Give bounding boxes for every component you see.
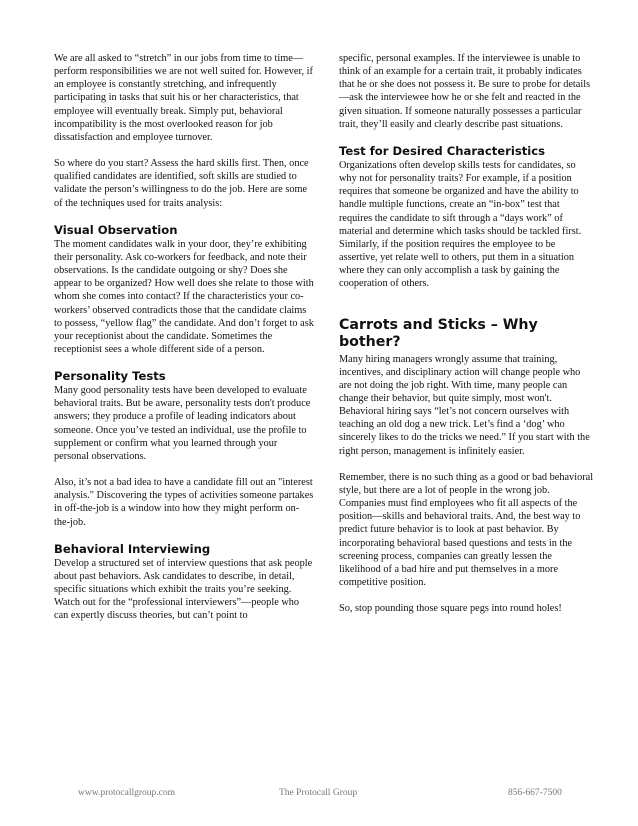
behavioral-interviewing-paragraph: Develop a structured set of interview questions that ask people about past behaviors. Ask candidates to describe, in detail, specific situations which exhibit the traits you’re seeking. Watch out for the “professional interviewers”—people who can expertly discuss theories, but can’t point to xyxy=(54,557,313,622)
personality-tests-paragraph-2: Also, it’s not a bad idea to have a candidate fill out an "interest analysis." Discovering the types of activities someone partakes in off-the-job is a window into how they might perform on-the-job. xyxy=(54,477,314,528)
carrots-sticks-paragraph-3: So, stop pounding those square pegs into round holes! xyxy=(339,603,562,615)
visual-observation-heading: Visual Observation xyxy=(54,222,178,237)
test-characteristics-heading: Test for Desired Characteristics xyxy=(339,143,546,158)
carrots-sticks-paragraph-2: Remember, there is no such thing as a good or bad behavioral style, but there are a lot of people in the wrong job. Companies must find employees who fit all aspects of the position—skills and behavioral traits. And, the best way to predict future behavior is to look at past behavior. By incorporating behavioral based questions and tests in the screening process, companies can greatly lessen the likelihood of a bad hire and put themselves in a more competitive position. xyxy=(339,471,594,588)
behavioral-interviewing-heading: Behavioral Interviewing xyxy=(54,541,211,556)
test-characteristics-paragraph: Organizations often develop skills tests for candidates, so why not for personality traits? For example, if a position requires that someone be organized and have the ability to handle multiple functions, create an “in-box” test that requires the candidate to sift through a “days work” of material and determine which tasks should be tackled first. Similarly, if the position requires the employee to be assertive, yet relate well to others, put them in a situation where they can only accomplish a task by gaining the cooperation of others. xyxy=(339,159,582,290)
intro-paragraph-2: So where do you start? Assess the hard skills first. Then, once qualified candidates are identified, soft skills are studied to validate the person’s willingness to do the job. Here are some of the techniques used for traits analysis: xyxy=(54,158,309,209)
personality-tests-heading: Personality Tests xyxy=(54,369,166,384)
intro-paragraph-1: We are all asked to “stretch” in our jobs from time to time—perform responsibilities we are not well suited for. However, if an employee is constantly stretching, and infrequently participating in tasks that suit his or her characteristics, that employee will eventually break. Simply put, behavioral incompatibility is the most overlooked reason for job dissatisfaction and employee turnover. xyxy=(54,53,313,143)
right-column xyxy=(339,52,595,615)
left-column xyxy=(54,52,314,622)
footer-website: www.protocallgroup.com xyxy=(78,788,175,798)
carrots-sticks-paragraph-1: Many hiring managers wrongly assume that training, incentives, and disciplinary action will change people who are not doing the job right. With time, many people can change their behavior, but quite simply, most won't. Behavioral hiring says “let’s not concern ourselves with teaching an old dog a new trick. Let’s find a ‘dog’ who sincerely likes to do the tricks we need.” If you start with the right person, management is infinitely easier. xyxy=(339,353,590,457)
visual-observation-paragraph: The moment candidates walk in your door, they’re exhibiting their personality. Ask co-workers for feedback, and note their observations. Is the candidate outgoing or shy? Does she appear to be organized? How well does she relate to those with whom she comes into contact? If the characteristics your co-workers’ observed contradicts those that the candidate claims to possess, “yellow flag” the candidate. And don’t forget to ask your receptionist about the candidate. Sometimes the receptionist sees a whole different side of a person. xyxy=(54,238,314,355)
carrots-sticks-heading: Carrots and Sticks – Why bother? xyxy=(339,316,538,350)
footer-company: The Protocall Group xyxy=(279,788,358,798)
continued-paragraph: specific, personal examples. If the interviewee is unable to think of an example for a certain trait, it probably indicates that he or she does not possess it. Be sure to probe for details—ask the interviewee how he or she felt and reacted in the given situation. If someone naturally possesses a particular trait, they’ll easily and clearly describe past situations. xyxy=(339,53,591,130)
personality-tests-paragraph-1: Many good personality tests have been developed to evaluate behavioral traits. But be aware, personality tests don't produce answers; they produce a profile of leading indicators about someone. Once you’ve tested an individual, use the profile to supplement or confirm what you learned through your personal observations. xyxy=(54,385,311,462)
footer-phone: 856-667-7500 xyxy=(508,788,562,798)
